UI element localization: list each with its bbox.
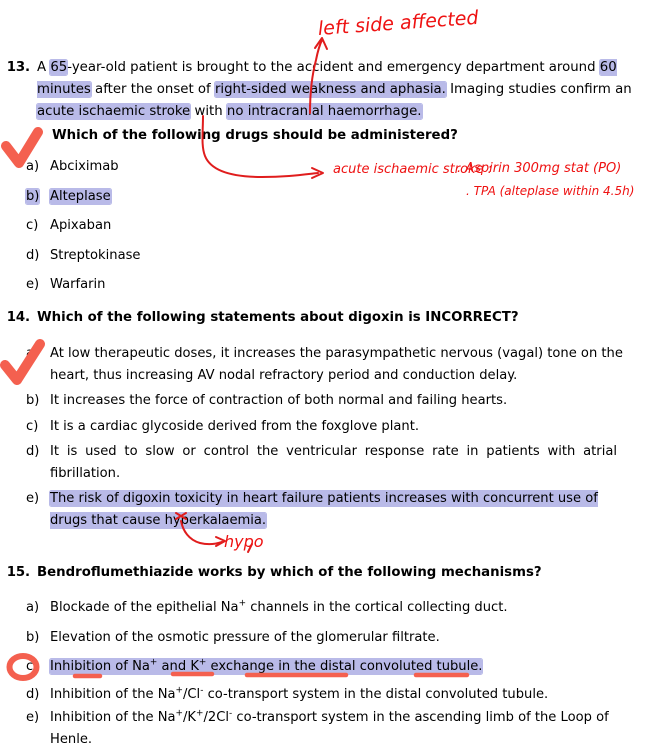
option-15-b-letter: b) [26, 629, 40, 645]
option-15-a[interactable] [0, 597, 655, 619]
option-14-b-text: It increases the force of contraction of both normal and failing hearts. [50, 393, 508, 408]
stem-seg-1-highlight: 65 [50, 60, 68, 75]
question-15 [0, 562, 655, 752]
option-14-e-text: The risk of digoxin toxicity in heart failure patients increases with concurrent use of drugs that cause hyperkalaemia. [50, 491, 598, 528]
option-13-a-letter: a) [26, 159, 40, 174]
option-15-c-letter: c) [26, 659, 39, 674]
option-13-b-text: Alteplase [50, 188, 111, 204]
option-14-b-letter: b) [26, 393, 40, 408]
question-14-stem [0, 307, 655, 329]
question-15-lead-in: Bendroflumethiazide works by which of the following mechanisms? [37, 565, 542, 580]
option-14-e-letter: e) [26, 491, 40, 506]
option-14-e[interactable] [0, 488, 655, 531]
question-14-number: 14. [6, 310, 30, 325]
note-stroke-line-1: . Aspirin 300mg stat (PO) [457, 161, 622, 176]
question-13-number: 13. [6, 60, 30, 75]
option-14-c[interactable] [0, 416, 655, 438]
option-13-b-letter: b) [26, 188, 40, 204]
option-15-d-letter: d) [26, 686, 40, 702]
option-13-d[interactable] [0, 245, 655, 267]
option-14-a-text: At low therapeutic doses, it increases the parasympathetic nervous (vagal) tone on the heart, thus increasing AV nodal refractory period and conduction delay. [50, 346, 623, 383]
option-14-c-text: It is a cardiac glycoside derived from the foxglove plant. [50, 418, 419, 434]
question-13-lead-in: Which of the following drugs should be administered? [52, 128, 458, 143]
option-13-c[interactable] [0, 215, 655, 237]
option-13-c-letter: c) [26, 218, 39, 233]
question-15-options [0, 597, 655, 750]
stem-seg-5-highlight: right-sided weakness and aphasia. [214, 82, 446, 97]
option-15-e-letter: e) [26, 710, 40, 725]
question-13-options [0, 156, 655, 296]
question-14-lead-in: Which of the following statements about digoxin is INCORRECT? [37, 310, 519, 325]
option-14-c-letter: c) [26, 418, 39, 434]
question-13-stem-text [37, 57, 655, 123]
note-stroke-line-2: . TPA (alteplase within 4.5h) [466, 184, 635, 198]
option-14-d-text: It is used to slow or control the ventricular response rate in patients with atrial fibrillation. [50, 444, 617, 481]
option-13-e-letter: e) [26, 277, 40, 292]
question-13-stem [0, 57, 655, 123]
question-14 [0, 307, 655, 535]
option-13-e-text: Warfarin [50, 277, 106, 292]
option-14-b[interactable] [0, 390, 655, 412]
stem-seg-8: with [190, 104, 227, 119]
option-15-c[interactable] [0, 656, 655, 678]
stem-seg-9-highlight: no intracranial haemorrhage. [226, 104, 422, 119]
option-13-d-text: Streptokinase [50, 247, 141, 263]
question-15-stem [0, 562, 655, 584]
stem-seg-7-highlight: acute ischaemic stroke [37, 104, 191, 119]
option-15-c-text: Inhibition of Na+ and K+ exchange in the distal convoluted tubule. [50, 657, 483, 674]
question-14-options [0, 343, 655, 531]
option-14-a-letter: a) [26, 346, 40, 361]
stem-seg-2: -year-old patient is brought to the accident and emergency department around [67, 60, 600, 75]
option-15-e-text: Inhibition of the Na+/K+/2Cl- co-transport system in the ascending limb of the Loop of Henle. [50, 708, 609, 747]
option-14-a[interactable] [0, 343, 655, 386]
option-13-a-text: Abciximab [50, 159, 119, 174]
option-15-a-text: Blockade of the epithelial Na+ channels in the cortical collecting duct. [50, 598, 508, 615]
option-14-d-letter: d) [26, 444, 40, 459]
option-14-d[interactable] [0, 441, 655, 484]
note-left-side-affected: left side affected [317, 6, 480, 40]
stem-seg-4: after the onset of [90, 82, 215, 97]
option-15-e[interactable] [0, 707, 655, 750]
option-15-d[interactable] [0, 684, 655, 706]
question-15-number: 15. [6, 565, 30, 580]
option-13-e[interactable] [0, 274, 655, 296]
stem-seg-3-highlight: 60 minutes [37, 60, 617, 97]
option-15-b[interactable] [0, 627, 655, 649]
question-13 [0, 57, 655, 304]
note-hypo: hypo [224, 532, 264, 551]
option-15-a-letter: a) [26, 600, 40, 615]
option-13-c-text: Apixaban [50, 218, 112, 233]
stem-seg-6: Imaging studies confirm an [445, 82, 632, 97]
stem-seg-0: A [37, 60, 51, 75]
note-stroke-title: acute ischaemic stroke : [333, 162, 493, 177]
option-15-b-text: Elevation of the osmotic pressure of the glomerular filtrate. [50, 629, 440, 645]
option-15-d-text: Inhibition of the Na+/Cl- co-transport system in the distal convoluted tubule. [50, 685, 549, 702]
option-13-d-letter: d) [26, 247, 40, 263]
